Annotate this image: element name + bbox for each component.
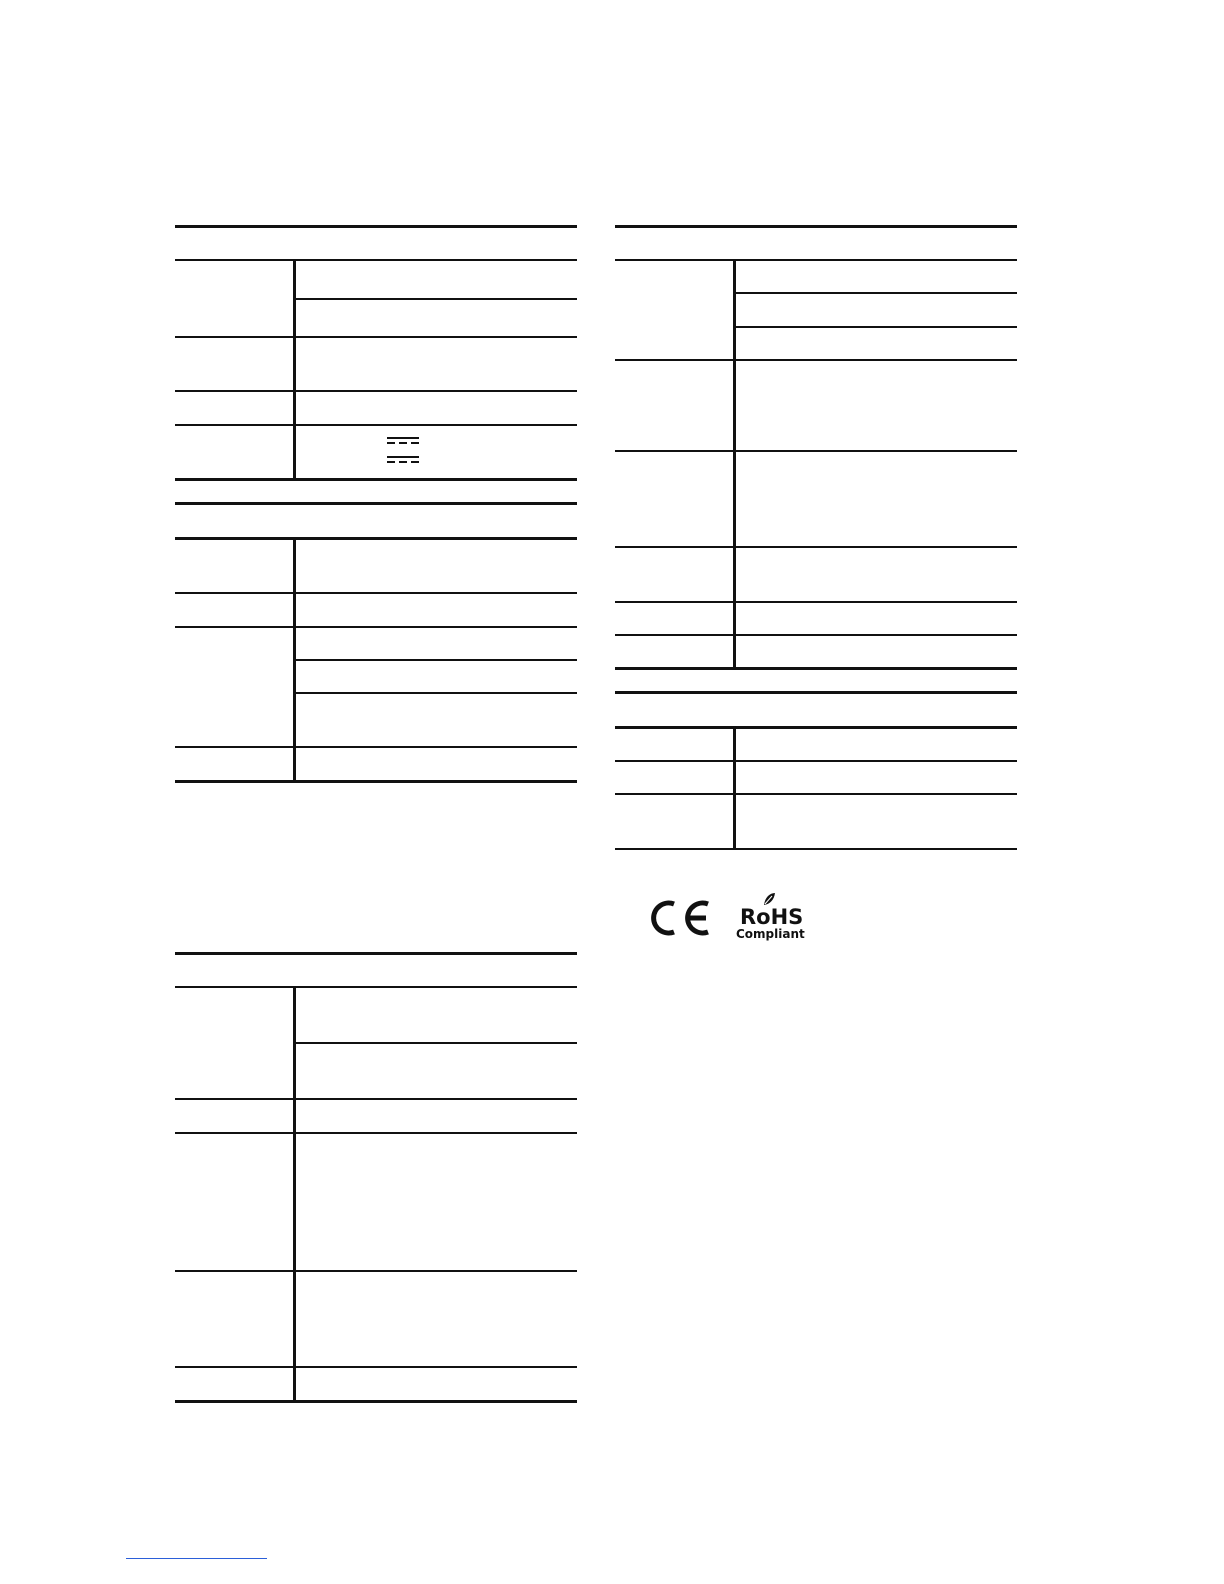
footer-link-underline[interactable] — [126, 1558, 267, 1559]
svg-text:RoHS: RoHS — [740, 905, 804, 929]
column-divider — [293, 539, 296, 781]
row-divider — [175, 592, 577, 594]
row-divider — [175, 626, 577, 628]
rohs-compliant-logo — [734, 891, 812, 941]
table-top-rule — [615, 691, 1017, 694]
column-divider — [293, 987, 296, 1401]
table-header-rule — [175, 537, 577, 540]
ce-mark-logo — [650, 898, 712, 938]
svg-text:Compliant: Compliant — [736, 927, 805, 941]
row-divider — [175, 424, 577, 426]
dc-symbol-icon — [387, 456, 419, 464]
row-divider — [295, 692, 577, 694]
row-divider — [735, 292, 1017, 294]
row-divider — [615, 450, 1017, 452]
row-divider — [175, 746, 577, 748]
row-divider — [615, 634, 1017, 636]
row-divider — [175, 1098, 577, 1100]
row-divider — [615, 359, 1017, 361]
row-divider — [175, 1366, 577, 1368]
row-divider — [615, 601, 1017, 603]
table-bottom-rule — [615, 667, 1017, 670]
table-header-rule — [175, 259, 577, 261]
table-header-rule — [615, 259, 1017, 261]
row-divider — [735, 326, 1017, 328]
column-divider — [733, 260, 736, 668]
table-top-rule — [175, 952, 577, 955]
table-bottom-rule — [615, 848, 1017, 850]
table-top-rule — [175, 225, 577, 228]
column-divider — [733, 728, 736, 849]
row-divider — [175, 336, 577, 338]
table-bottom-rule — [175, 780, 577, 783]
row-divider — [295, 659, 577, 661]
row-divider — [175, 1132, 577, 1134]
row-divider — [295, 1042, 577, 1044]
table-header-rule — [615, 726, 1017, 729]
column-divider — [293, 260, 296, 479]
row-divider — [175, 1270, 577, 1272]
row-divider — [175, 390, 577, 392]
table-top-rule — [615, 225, 1017, 228]
table-top-rule — [175, 502, 577, 505]
table-bottom-rule — [175, 1400, 577, 1403]
row-divider — [615, 760, 1017, 762]
row-divider — [615, 546, 1017, 548]
dc-symbol-icon — [387, 437, 419, 445]
table-bottom-rule — [175, 478, 577, 481]
row-divider — [615, 793, 1017, 795]
row-divider — [295, 298, 577, 300]
table-header-rule — [175, 986, 577, 988]
